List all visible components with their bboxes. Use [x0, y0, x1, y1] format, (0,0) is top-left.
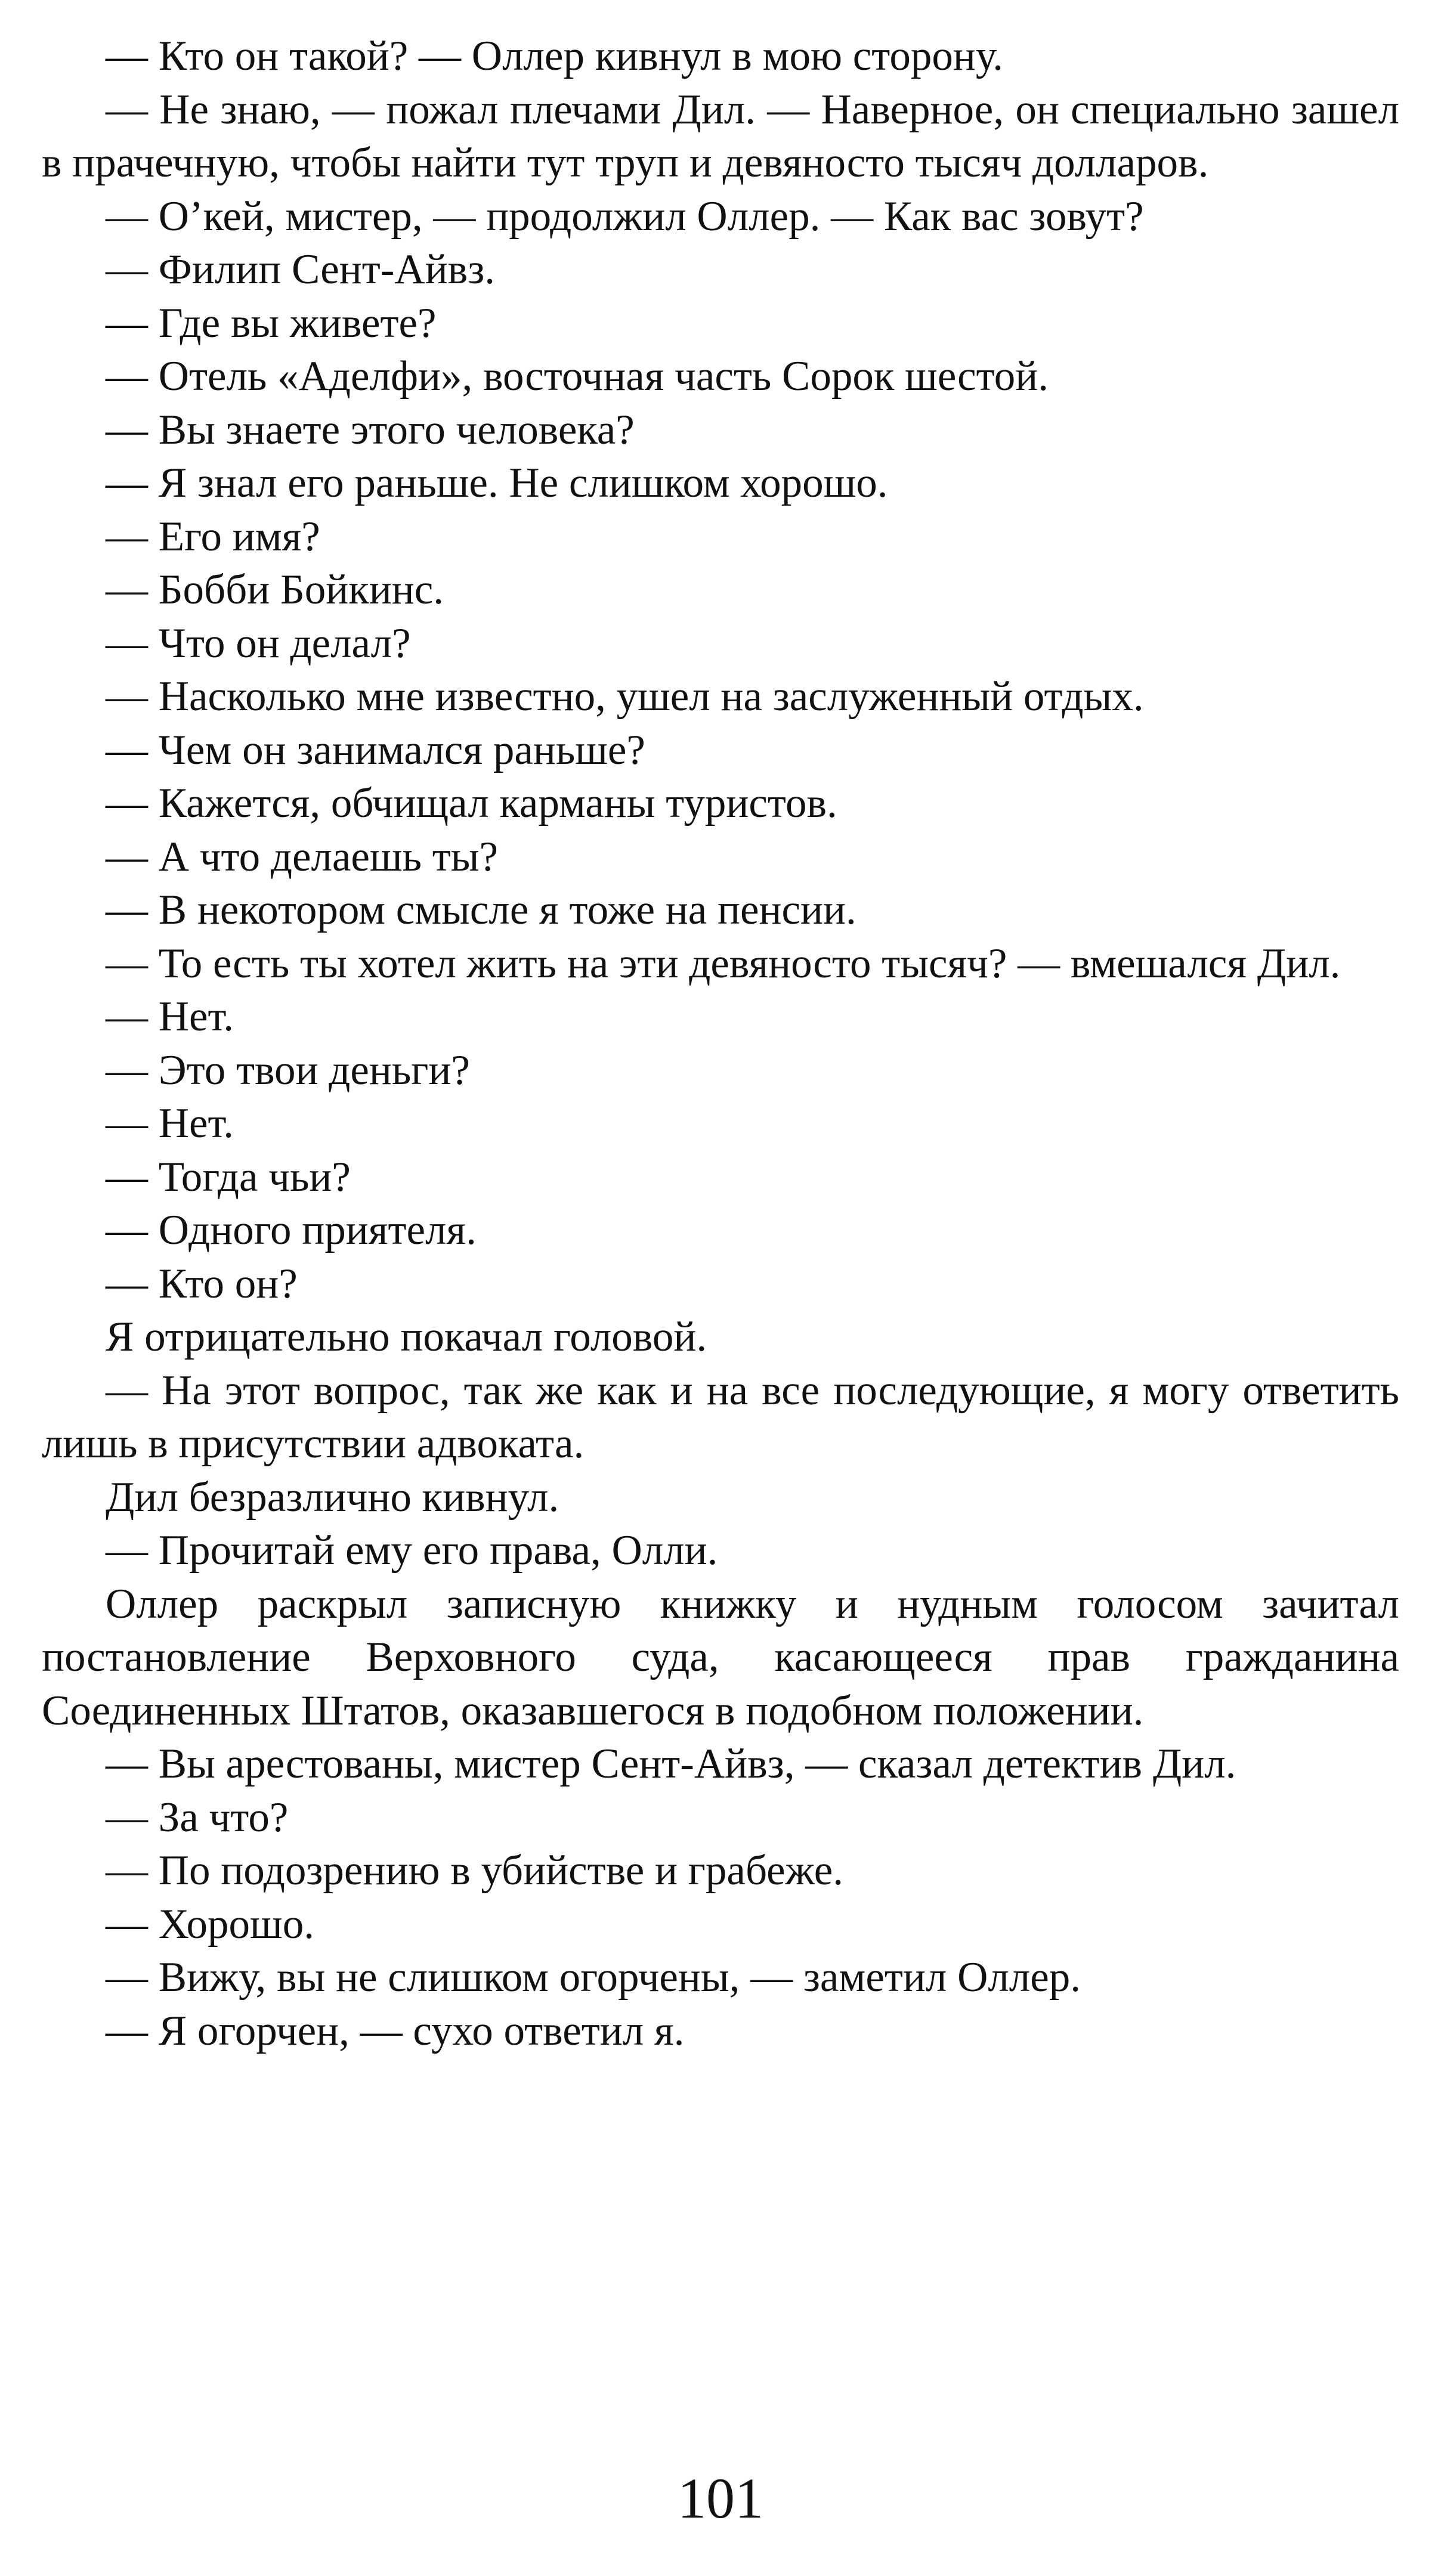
- paragraph: — Кто он такой? — Оллер кивнул в мою сторону.: [106, 33, 1004, 79]
- paragraph: — Не знаю, — пожал плечами Дил. — Наверное, он специально зашел в прачечную, чтобы найти тут труп и девяносто тысяч долларов.: [42, 86, 1399, 186]
- paragraph: — Где вы живете?: [106, 299, 437, 346]
- paragraph: — Кто он?: [106, 1260, 298, 1307]
- paragraph: — Вижу, вы не слишком огорчены, — заметил Оллер.: [106, 1954, 1081, 2001]
- paragraph: — Вы знаете этого человека?: [106, 406, 635, 453]
- paragraph: — Одного приятеля.: [106, 1207, 477, 1253]
- body-text: [42, 30, 1399, 2058]
- paragraph: — Хорошо.: [106, 1900, 314, 1948]
- paragraph: — На этот вопрос, так же как и на все последующие, я могу ответить лишь в присутствии адвоката.: [42, 1367, 1399, 1467]
- paragraph: Я отрицательно покачал головой.: [106, 1314, 707, 1360]
- paragraph: — Филип Сент-Айвз.: [106, 246, 496, 293]
- paragraph: — О’кей, мистер, — продолжил Оллер. — Как вас зовут?: [106, 193, 1144, 240]
- paragraph: — Чем он занимался раньше?: [106, 726, 645, 773]
- paragraph: — Нет.: [106, 1100, 234, 1147]
- paragraph: — Что он делал?: [106, 620, 411, 667]
- paragraph: Дил безразлично кивнул.: [106, 1473, 559, 1521]
- paragraph: — Вы арестованы, мистер Сент-Айвз, — сказал детектив Дил.: [106, 1741, 1236, 1787]
- paragraph: — То есть ты хотел жить на эти девяносто тысяч? — вмешался Дил.: [106, 940, 1341, 987]
- paragraph: — Насколько мне известно, ушел на заслуженный отдых.: [106, 673, 1144, 720]
- paragraph: — Тогда чьи?: [106, 1153, 351, 1200]
- paragraph: — За что?: [106, 1794, 289, 1841]
- paragraph: — По подозрению в убийстве и грабеже.: [106, 1847, 844, 1894]
- paragraph: — Бобби Бойкинс.: [106, 566, 444, 613]
- paragraph: — Отель «Аделфи», восточная часть Сорок шестой.: [106, 353, 1049, 400]
- paragraph: — А что делаешь ты?: [106, 833, 498, 880]
- paragraph: — Его имя?: [106, 513, 320, 560]
- paragraph: — Кажется, обчищал карманы туристов.: [106, 780, 837, 826]
- paragraph: — Нет.: [106, 993, 234, 1040]
- paragraph: — Я знал его раньше. Не слишком хорошо.: [106, 460, 888, 506]
- paragraph: — Прочитай ему его права, Олли.: [106, 1527, 718, 1574]
- paragraph: — Это твои деньги?: [106, 1046, 470, 1094]
- paragraph: — Я огорчен, — сухо ответил я.: [106, 2007, 685, 2054]
- paragraph: Оллер раскрыл записную книжку и нудным голосом зачитал постановление Верховного суда, касающееся прав гражданина Соединенных Штатов, оказавшегося в подобном положении.: [42, 1580, 1399, 1734]
- paragraph: — В некотором смысле я тоже на пенсии.: [106, 887, 856, 933]
- page-number: 101: [678, 2466, 763, 2530]
